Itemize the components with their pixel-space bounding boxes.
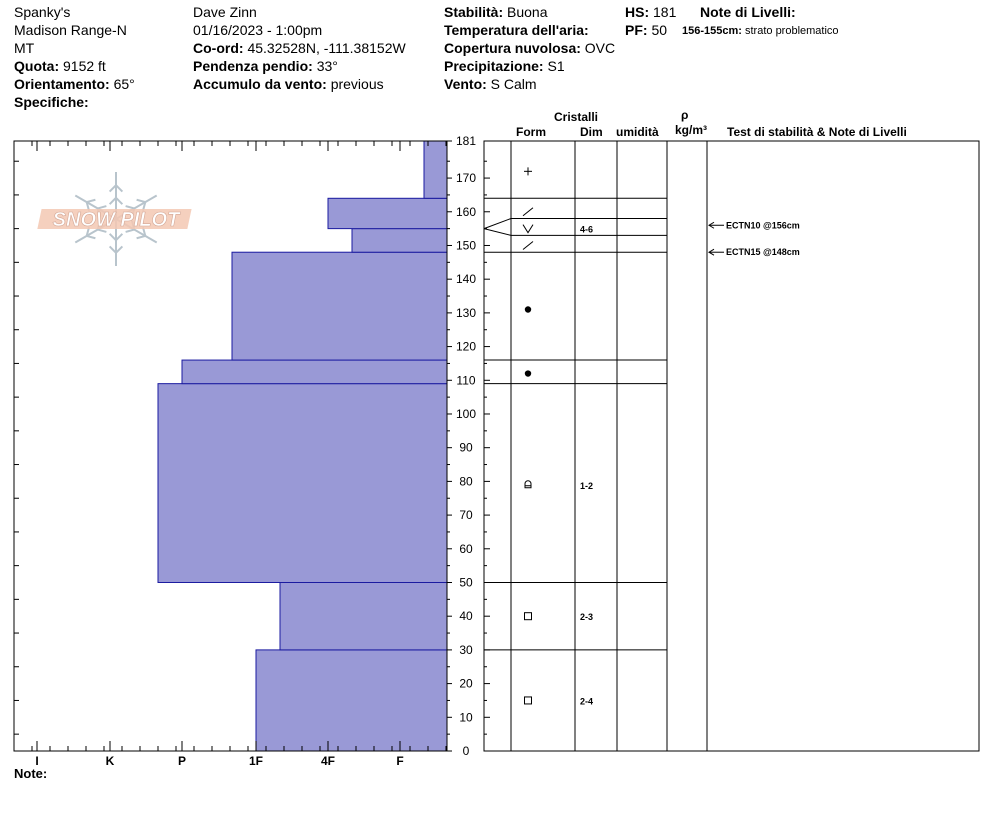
hardness-bar [182,360,447,384]
y-tick-label: 110 [456,373,476,388]
y-tick-label: 160 [455,204,477,219]
hardness-bar [328,198,447,228]
y-tick-label: 80 [459,474,473,489]
hardness-bar [232,252,447,360]
note-livelli-label: Note di Livelli: [700,4,796,20]
grain-size-label: 2-3 [580,612,594,623]
pendenza-label: Pendenza pendio: [193,58,313,74]
y-tick-label: 60 [459,541,473,556]
grain-square [525,697,532,704]
grain-size-label: 1-2 [580,480,594,491]
grain-v [523,225,533,233]
hardness-scale-label: F [396,754,404,768]
grain-slash [523,208,533,216]
pendenza-value: 33° [316,58,338,74]
hs-label: HS: [625,4,650,20]
orient-value: 65° [113,76,135,92]
y-tick-label: 90 [459,440,473,455]
note-label: Note: [14,766,48,781]
range-name: Madison Range-N [14,22,127,38]
dim-header: Dim [580,125,603,139]
hardness-bar [256,650,447,751]
quota-value: 9152 ft [63,58,106,74]
observer: Dave Zinn [193,4,257,20]
hardness-bar [280,582,447,649]
specifiche-label: Specifiche: [14,94,89,110]
vento-value: S Calm [490,76,537,92]
profile-table-frame [484,141,979,751]
stab-notes-header: Test di stabilità & Note di Livelli [727,125,907,139]
density-unit-header: kg/m³ [675,123,708,137]
hardness-scale-label: K [105,754,115,768]
grain-dot [525,306,531,312]
grain-rounded-facet [525,481,531,488]
stabilita-label: Stabilità: [444,4,504,20]
hardness-scale-label: 1F [248,754,264,768]
y-tick-label: 50 [459,575,473,590]
datetime: 01/16/2023 - 1:00pm [193,22,323,38]
y-tick-label: 70 [459,508,473,523]
form-header: Form [516,125,546,139]
stability-test-label: ECTN10 @156cm [726,220,800,231]
hardness-bar [424,141,447,198]
hardness-scale-label: P [177,754,187,768]
y-tick-label: 10 [459,710,473,725]
umidita-header: umidità [616,125,659,139]
coord-value: 45.32528N, -111.38152W [247,40,406,56]
grain-size-label: 4-6 [580,224,594,235]
accumulo-label: Accumulo da vento: [193,76,327,92]
state-name: MT [14,40,35,56]
hardness-bar [158,384,447,583]
y-tick-label: 20 [459,676,473,691]
logo-text: SNOW PILOT [52,209,180,231]
quota-label: Quota: [14,58,60,74]
accumulo-value: previous [330,76,384,92]
y-tick-label: 100 [455,406,477,421]
grain-square [525,613,532,620]
y-tick-label: 40 [459,609,473,624]
y-tick-label: 0 [462,744,470,758]
hardness-scale-label: I [35,754,39,768]
vento-label: Vento: [444,76,487,92]
y-tick-label: 120 [455,339,477,354]
cristalli-header: Cristalli [554,110,599,124]
hardness-scale-label: 4F [320,754,336,768]
hs-value: 181 [653,4,677,20]
location-name: Spanky's [14,4,71,20]
snowpilot-logo [37,172,191,266]
copertura-label: Copertura nuvolosa: [444,40,581,56]
y-tick-label: 170 [455,171,477,186]
layer-note-text: strato problematico [745,25,839,37]
pf-value: 50 [651,22,668,38]
grain-slash [523,241,533,249]
stabilita-value: Buona [507,4,548,20]
y-tick-label: 150 [455,238,477,253]
y-tick-label: 130 [455,305,477,320]
depth-connector [484,229,511,236]
precip-label: Precipitazione: [444,58,544,74]
precip-value: S1 [547,58,565,74]
y-tick-label: 181 [455,134,477,148]
grain-dot [525,370,531,376]
y-tick-label: 30 [459,642,473,657]
stability-test-label: ECTN15 @148cm [726,247,800,258]
orient-label: Orientamento: [14,76,110,92]
copertura-value: OVC [584,40,616,56]
layer-note-range: 156-155cm: [682,25,742,37]
rho-header: ρ [681,108,689,122]
pf-label: PF: [625,22,648,38]
y-tick-label: 140 [455,272,477,287]
grain-size-label: 2-4 [580,696,594,707]
coord-label: Co-ord: [193,40,244,56]
temp-label: Temperatura dell'aria: [444,22,589,38]
hardness-bar [352,229,447,253]
depth-connector [484,219,511,229]
